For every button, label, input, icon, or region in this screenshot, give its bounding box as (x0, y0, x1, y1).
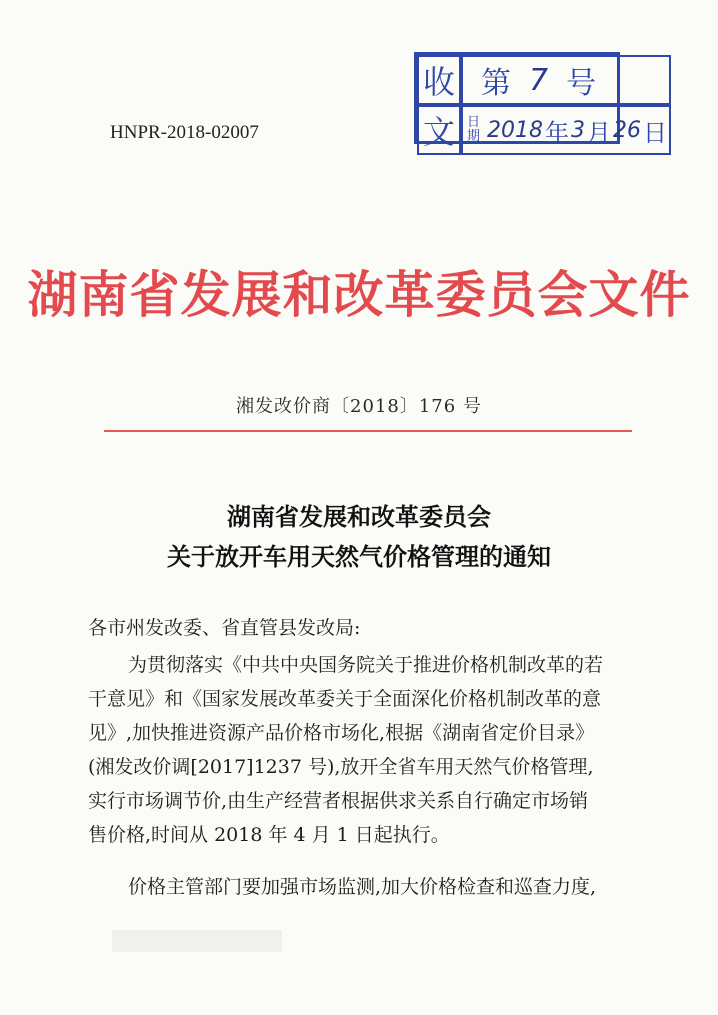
paragraph-line: 实行市场调节价,由生产经营者根据供求关系自行确定市场销 (88, 790, 589, 812)
paragraph-line: (湘发改价调[2017]1237 号),放开全省车用天然气价格管理, (88, 756, 594, 778)
body-paragraph-1 (88, 648, 636, 852)
stamp-wen: 文 (417, 105, 461, 155)
stamp-month: 3 (571, 117, 585, 143)
stamp-di: 第 (481, 66, 511, 101)
paragraph-line: 干意见》和《国家发展改革委关于全面深化价格机制改革的意 (88, 688, 602, 710)
stamp-number-row (461, 55, 671, 105)
paragraph-line: 为贯彻落实《中共中央国务院关于推进价格机制改革的若 (128, 654, 604, 676)
paragraph-line: 售价格,时间从 2018 年 4 月 1 日起执行。 (88, 824, 450, 846)
stamp-date-label: 日期 (467, 115, 481, 144)
stamp-shou: 收 (417, 55, 461, 105)
stamp-number: 7 (529, 62, 549, 98)
receipt-stamp (414, 52, 667, 151)
red-header-title: 湖南省发展和改革委员会文件 (27, 266, 691, 324)
notice-title-line2: 关于放开车用天然气价格管理的通知 (167, 543, 551, 571)
document-code: HNPR-2018-02007 (110, 122, 259, 143)
page-bleed-through (112, 930, 282, 952)
stamp-day: 26 (613, 117, 641, 143)
paragraph-line: 见》,加快推进资源产品价格市场化,根据《湖南省定价目录》 (88, 722, 595, 744)
stamp-yue: 月 (587, 118, 611, 147)
red-divider (104, 430, 632, 432)
paragraph-line: 价格主管部门要加强市场监测,加大价格检查和巡查力度, (128, 876, 597, 898)
stamp-ri: 日 (643, 118, 667, 147)
stamp-year: 2018 (487, 117, 543, 143)
stamp-date-row (461, 105, 671, 155)
notice-title-line1: 湖南省发展和改革委员会 (227, 503, 491, 531)
salutation: 各市州发改委、省直管县发改局: (88, 617, 361, 639)
stamp-nian: 年 (545, 118, 569, 147)
body-paragraph-2 (88, 870, 636, 904)
document-number: 湘发改价商〔2018〕176 号 (236, 396, 482, 417)
stamp-hao: 号 (566, 66, 597, 101)
